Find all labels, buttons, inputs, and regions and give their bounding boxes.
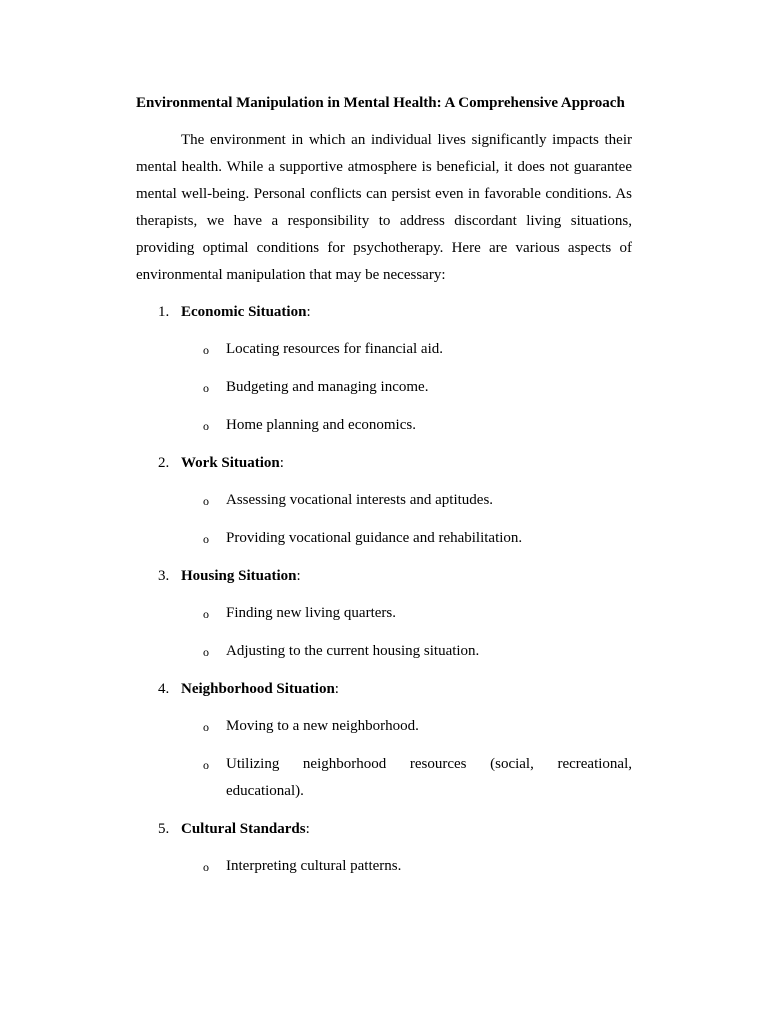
section-number: 1.	[158, 304, 170, 320]
bullet-icon: o	[203, 758, 209, 772]
section-label: Cultural Standards	[181, 821, 306, 837]
list-item-text: Budgeting and managing income.	[226, 379, 429, 395]
subitem-list	[181, 336, 632, 439]
bullet-icon: o	[203, 645, 209, 659]
section-number: 5.	[158, 821, 170, 837]
bullet-icon: o	[203, 494, 209, 508]
bullet-icon: o	[203, 381, 209, 395]
list-item	[181, 751, 632, 805]
section-number: 3.	[158, 568, 170, 584]
section-suffix: :	[334, 681, 339, 697]
list-item	[181, 336, 632, 363]
list-item-text: Moving to a new neighborhood.	[226, 718, 419, 734]
subitem-list	[181, 713, 632, 805]
list-item-text: Utilizing neighborhood resources (social, recreational, educational).	[226, 756, 632, 799]
section-label: Work Situation	[181, 455, 280, 471]
section-suffix: :	[296, 568, 301, 584]
section-cultural	[136, 816, 632, 880]
document-page	[136, 93, 632, 891]
list-item	[181, 412, 632, 439]
list-item-text: Finding new living quarters.	[226, 605, 396, 621]
section-number: 4.	[158, 681, 170, 697]
bullet-icon: o	[203, 532, 209, 546]
section-heading	[158, 816, 632, 843]
section-label: Economic Situation	[181, 304, 307, 320]
list-item-text: Interpreting cultural patterns.	[226, 858, 402, 874]
subitem-list	[181, 487, 632, 552]
list-item-text: Adjusting to the current housing situation.	[226, 643, 480, 659]
list-item-text: Providing vocational guidance and rehabilitation.	[226, 530, 523, 546]
section-suffix: :	[305, 821, 310, 837]
bullet-icon: o	[203, 720, 209, 734]
bullet-icon: o	[203, 860, 209, 874]
list-item	[181, 525, 632, 552]
section-suffix: :	[306, 304, 311, 320]
list-item-text: Assessing vocational interests and aptitudes.	[226, 492, 494, 508]
section-heading	[158, 450, 632, 477]
section-heading	[158, 676, 632, 703]
document-title: Environmental Manipulation in Mental Health: A Comprehensive Approach	[136, 95, 625, 111]
sections-list	[136, 299, 632, 880]
list-item-text: Home planning and economics.	[226, 417, 416, 433]
section-label: Housing Situation	[181, 568, 297, 584]
section-number: 2.	[158, 455, 170, 471]
list-item	[181, 638, 632, 665]
section-suffix: :	[279, 455, 284, 471]
section-heading	[158, 299, 632, 326]
bullet-icon: o	[203, 607, 209, 621]
list-item	[181, 600, 632, 627]
section-economic	[136, 299, 632, 439]
section-heading	[158, 563, 632, 590]
bullet-icon: o	[203, 419, 209, 433]
section-housing	[136, 563, 632, 665]
section-neighborhood	[136, 676, 632, 805]
section-work	[136, 450, 632, 552]
subitem-list	[181, 853, 632, 880]
bullet-icon: o	[203, 343, 209, 357]
subitem-list	[181, 600, 632, 665]
list-item	[181, 487, 632, 514]
intro-paragraph: The environment in which an individual lives significantly impacts their mental health. While a supportive atmosphere is beneficial, it does not guarantee mental well-being. Personal conflicts can persist even in favorable conditions. As therapists, we have a responsibility to address discordant living situations, providing optimal conditions for psychotherapy. Here are various aspects of environmental manipulation that may be necessary:	[136, 132, 632, 283]
list-item	[181, 713, 632, 740]
list-item	[181, 374, 632, 401]
section-label: Neighborhood Situation	[181, 681, 335, 697]
list-item	[181, 853, 632, 880]
list-item-text: Locating resources for financial aid.	[226, 341, 443, 357]
